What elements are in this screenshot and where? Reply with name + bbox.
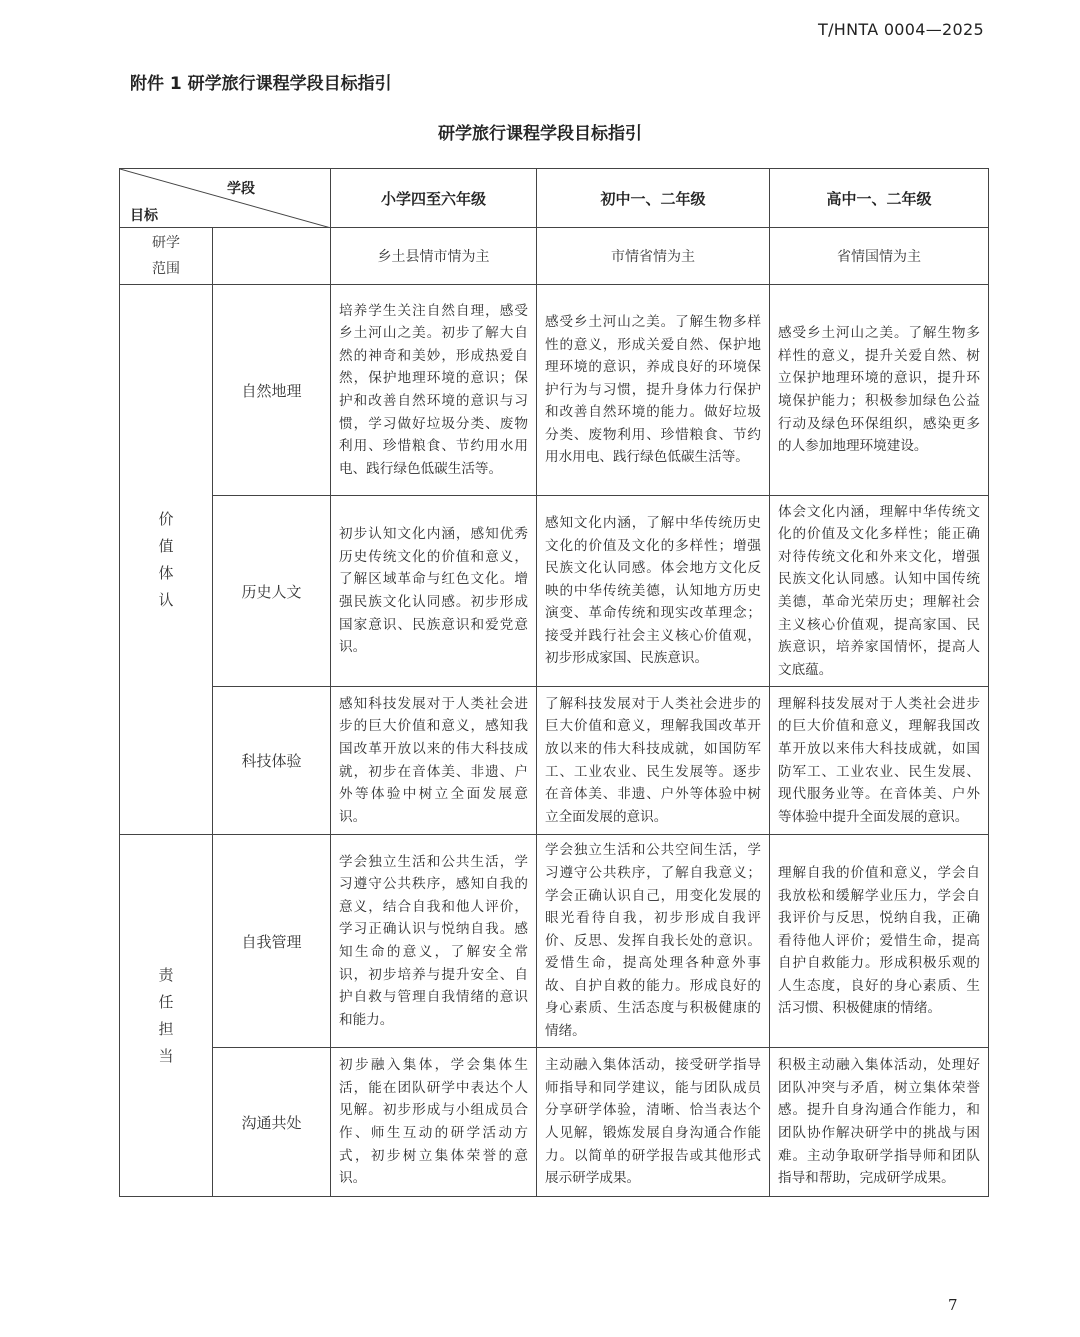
scope-label [120,228,213,285]
group-char: 值 [158,536,174,555]
column-header-primary: 小学四至六年级 [331,169,537,228]
table-row-self-management [120,835,989,1048]
subcategory-label: 沟通共处 [213,1048,331,1197]
cell-junior: 学会独立生活和公共空间生活，学习遵守公共秩序，了解自我意义；学会正确认识自己，用变化发展的眼光看待自我，初步形成自我评价、反思、发挥自我长处的意识。爱惜生命，提高处理各种意外事故、自护自救的能力。形成良好的身心素质、生活态度与积极健康的情绪。 [537,835,770,1048]
cell-senior: 积极主动融入集体活动，处理好团队冲突与矛盾，树立集体荣誉感。提升自身沟通合作能力，和团队协作解决研学中的挑战与困难。主动争取研学指导师和团队指导和帮助，完成研学成果。 [770,1048,989,1197]
page-number: 7 [948,1296,958,1314]
subcategory-label: 历史人文 [213,496,331,687]
cell-primary: 初步认知文化内涵，感知优秀历史传统文化的价值和意义，了解区域革命与红色文化。增强民族文化认同感。初步形成国家意识、民族意识和爱党意识。 [331,496,537,687]
cell-primary: 初步融入集体，学会集体生活，能在团队研学中表达个人见解。初步形成与小组成员合作、师生互动的研学活动方式，初步树立集体荣誉的意识。 [331,1048,537,1197]
cell-senior: 感受乡土河山之美。了解生物多样性的意义，提升关爱自然、树立保护地理环境的意识，提升环境保护能力；积极参加绿色公益行动及绿色环保组织，感染更多的人参加地理环境建设。 [770,285,989,496]
group-char: 价 [158,509,174,528]
corner-label-stage: 学段 [227,181,255,197]
corner-label-goal: 目标 [130,208,158,224]
cell-junior: 主动融入集体活动，接受研学指导师指导和同学建议，能与团队成员分享研学体验，清晰、恰当表达个人见解，锻炼发展自身沟通合作能力。以简单的研学报告或其他形式展示研学成果。 [537,1048,770,1197]
attachment-title: 附件 1 研学旅行课程学段目标指引 [130,74,392,94]
table-header-row [120,169,989,228]
cell-junior: 感受乡土河山之美。了解生物多样性的意义，形成关爱自然、保护地理环境的意识，养成良好的环境保护行为与习惯，提升身体力行保护和改善自然环境的能力。做好垃圾分类、废物利用、珍惜粮食、节约用水用电、践行绿色低碳生活等。 [537,285,770,496]
cell-primary: 学会独立生活和公共生活，学习遵守公共秩序，感知自我的意义，结合自我和他人评价，学习正确认识与悦纳自我。感知生命的意义，了解安全常识，初步培养与提升安全、自护自救与管理自我情绪的意识和能力。 [331,835,537,1048]
cell-primary: 感知科技发展对于人类社会进步的巨大价值和意义，感知我国改革开放以来的伟大科技成就，初步在音体美、非遗、户外等体验中树立全面发展意识。 [331,687,537,835]
scope-value-junior: 市情省情为主 [537,228,770,285]
table-row-communication [120,1048,989,1197]
scope-label-text: 研学范围 [152,235,180,277]
cell-senior: 理解自我的价值和意义，学会自我放松和缓解学业压力，学会自我评价与反思，悦纳自我，正确看待他人评价；爱惜生命，提高自护自救能力。形成积极乐观的人生态度，良好的身心素质、生活习惯、积极健康的情绪。 [770,835,989,1048]
corner-diagonal-cell [120,169,331,228]
table-row-technology [120,687,989,835]
scope-row [120,228,989,285]
subcategory-label: 科技体验 [213,687,331,835]
table-title: 研学旅行课程学段目标指引 [438,124,642,144]
cell-primary: 培养学生关注自然自理，感受乡土河山之美。初步了解大自然的神奇和美妙，形成热爱自然，保护地理环境的意识；保护和改善自然环境的意识与习惯，学习做好垃圾分类、废物利用、珍惜粮食、节约用水用电、践行绿色低碳生活等。 [331,285,537,496]
scope-empty-cell [213,228,331,285]
column-header-senior: 高中一、二年级 [770,169,989,228]
cell-senior: 理解科技发展对于人类社会进步的巨大价值和意义，理解我国改革开放以来伟大科技成就，如国防军工、工业农业、民生发展、现代服务业等。在音体美、户外等体验中提升全面发展的意识。 [770,687,989,835]
group-label-value-recognition [120,285,213,835]
subcategory-label: 自我管理 [213,835,331,1048]
group-char: 体 [158,563,174,582]
cell-junior: 感知文化内涵，了解中华传统历史文化的价值及文化的多样性；增强民族文化认同感。体会地方文化反映的中华传统美德，认知地方历史演变、革命传统和现实改革理念；接受并践行社会主义核心价值观，初步形成家国、民族意识。 [537,496,770,687]
table-row-history-culture [120,496,989,687]
column-header-junior: 初中一、二年级 [537,169,770,228]
group-label-responsibility [120,835,213,1197]
group-char: 当 [158,1046,174,1065]
scope-value-senior: 省情国情为主 [770,228,989,285]
group-char: 担 [158,1019,174,1038]
table-row-natural-geography [120,285,989,496]
cell-senior: 体会文化内涵，理解中华传统文化的价值及文化多样性；能正确对待传统文化和外来文化，增强民族文化认同感。认知中国传统美德，革命光荣历史；理解社会主义核心价值观，提高家国、民族意识，培养家国情怀，提高人文底蕴。 [770,496,989,687]
scope-value-primary: 乡土县情市情为主 [331,228,537,285]
subcategory-label: 自然地理 [213,285,331,496]
group-char: 认 [158,590,174,609]
goal-guide-table [119,168,989,1197]
group-char: 责 [158,965,174,984]
group-char: 任 [158,992,174,1011]
cell-junior: 了解科技发展对于人类社会进步的巨大价值和意义，理解我国改革开放以来的伟大科技成就，如国防军工、工业农业、民生发展等。逐步在音体美、非遗、户外等体验中树立全面发展的意识。 [537,687,770,835]
document-code: T/HNTA 0004—2025 [818,20,984,39]
